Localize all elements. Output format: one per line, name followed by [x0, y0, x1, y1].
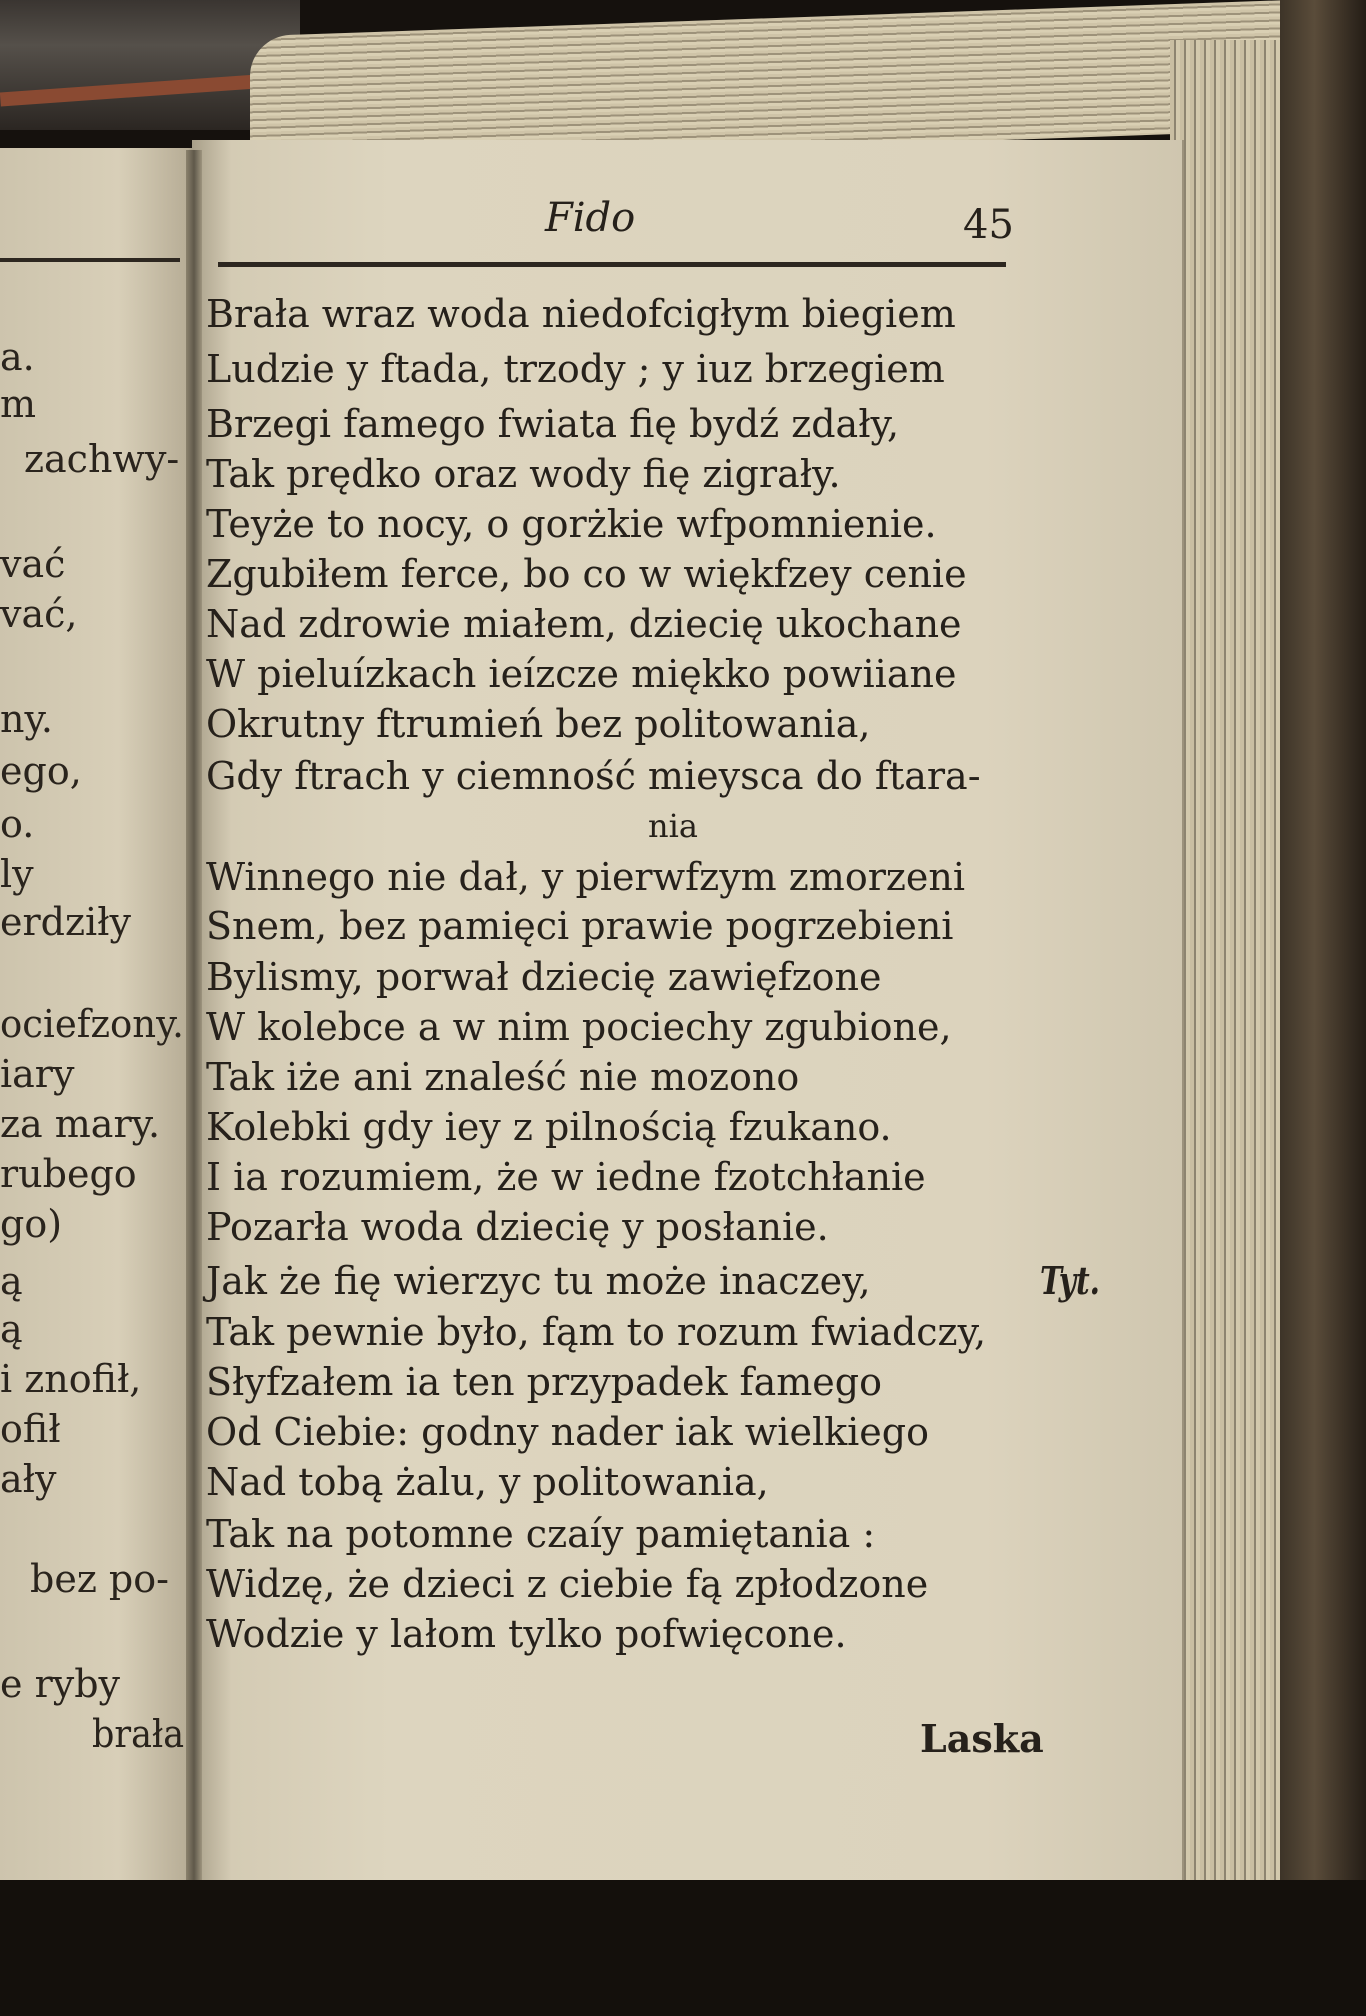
catchword: Laska [920, 1716, 1044, 1761]
verse-line: Tak pewnie było, fąm to rozum fwiadczy, [206, 1310, 987, 1354]
verse-line: Teyże to nocy, o gorżkie wfpomnienie. [206, 502, 937, 546]
left-line: ofił [0, 1407, 61, 1451]
book-edge-shadow [1280, 0, 1366, 2016]
left-line: e ryby [0, 1662, 120, 1706]
left-line: ny. [0, 697, 53, 741]
verse-line-continuation: nia [648, 807, 698, 845]
left-line: i znofił, [0, 1357, 142, 1401]
header-rule [218, 262, 1006, 267]
verse-line: I ia rozumiem, że w iedne fzotchłanie [206, 1155, 926, 1199]
verse-line: Widzę, że dzieci z ciebie fą zpłodzone [206, 1562, 929, 1606]
left-line: ą [0, 1259, 23, 1303]
verse-line: Tak na potomne czaíy pamiętania : [206, 1512, 876, 1556]
left-line: brała [92, 1712, 185, 1756]
left-line: a. [0, 335, 35, 379]
left-line: za mary. [0, 1102, 161, 1146]
left-line: ały [0, 1457, 57, 1501]
running-head: Fido [545, 195, 636, 241]
verse-line: Wodzie y lałom tylko pofwięcone. [206, 1612, 847, 1656]
verse-line: Brzegi famego fwiata fię bydź zdały, [206, 402, 900, 446]
left-line: ociefzony. [0, 1002, 184, 1046]
verse-line: Tak iże ani znaleść nie mozono [206, 1055, 800, 1099]
left-line: go) [0, 1202, 63, 1246]
verse-line: Okrutny ftrumień bez politowania, [206, 702, 871, 746]
left-line: o. [0, 802, 35, 846]
verse-line: Snem, bez pamięci prawie pogrzebieni [206, 904, 954, 948]
verse-line: Winnego nie dał, y pierwfzym zmorzeni [206, 855, 966, 899]
verse-line: Kolebki gdy iey z pilnością fzukano. [206, 1105, 892, 1149]
left-line: rubego [0, 1152, 137, 1196]
left-line: iary [0, 1052, 75, 1096]
verse-line: Brała wraz woda niedofcigłym biegiem [206, 292, 956, 336]
left-line: ego, [0, 749, 82, 793]
verse-line: Nad zdrowie miałem, dziecię ukochane [206, 602, 962, 646]
speaker-label: Tyt. [1040, 1258, 1100, 1303]
verse-line: W pieluízkach ieízcze miękko powiiane [206, 652, 957, 696]
verse-line: Słyfzałem ia ten przypadek famego [206, 1360, 883, 1404]
verse-line: Ludzie y ftada, trzody ; y iuz brzegiem [206, 347, 945, 391]
background-shadow [0, 1880, 1366, 2016]
left-line: ą [0, 1307, 23, 1351]
left-line: zachwy- [24, 437, 180, 481]
left-line: vać, [0, 592, 78, 636]
left-line: m [0, 382, 37, 426]
verse-line: Zgubiłem ferce, bo co w więkfzey cenie [206, 552, 967, 596]
verse-line: Tak prędko oraz wody fię zigrały. [206, 452, 841, 496]
verse-line: W kolebce a w nim pociechy zgubione, [206, 1005, 952, 1049]
verse-line: Bylismy, porwał dziecię zawięfzone [206, 955, 882, 999]
left-line: erdziły [0, 900, 131, 944]
gutter [186, 150, 202, 1890]
left-line: ly [0, 852, 34, 896]
left-header-rule [0, 258, 180, 262]
verse-line: Nad tobą żalu, y politowania, [206, 1460, 769, 1504]
left-line: bez po- [30, 1557, 169, 1601]
verse-line: Od Ciebie: godny nader iak wielkiego [206, 1410, 929, 1454]
page-number: 45 [963, 202, 1014, 248]
verse-line: Jak że fię wierzyc tu może inaczey, [206, 1259, 871, 1303]
verse-line: Gdy ftrach y ciemność mieysca do ftara- [206, 754, 981, 798]
left-line: vać [0, 542, 66, 586]
verse-line: Pozarła woda dziecię y posłanie. [206, 1205, 829, 1249]
